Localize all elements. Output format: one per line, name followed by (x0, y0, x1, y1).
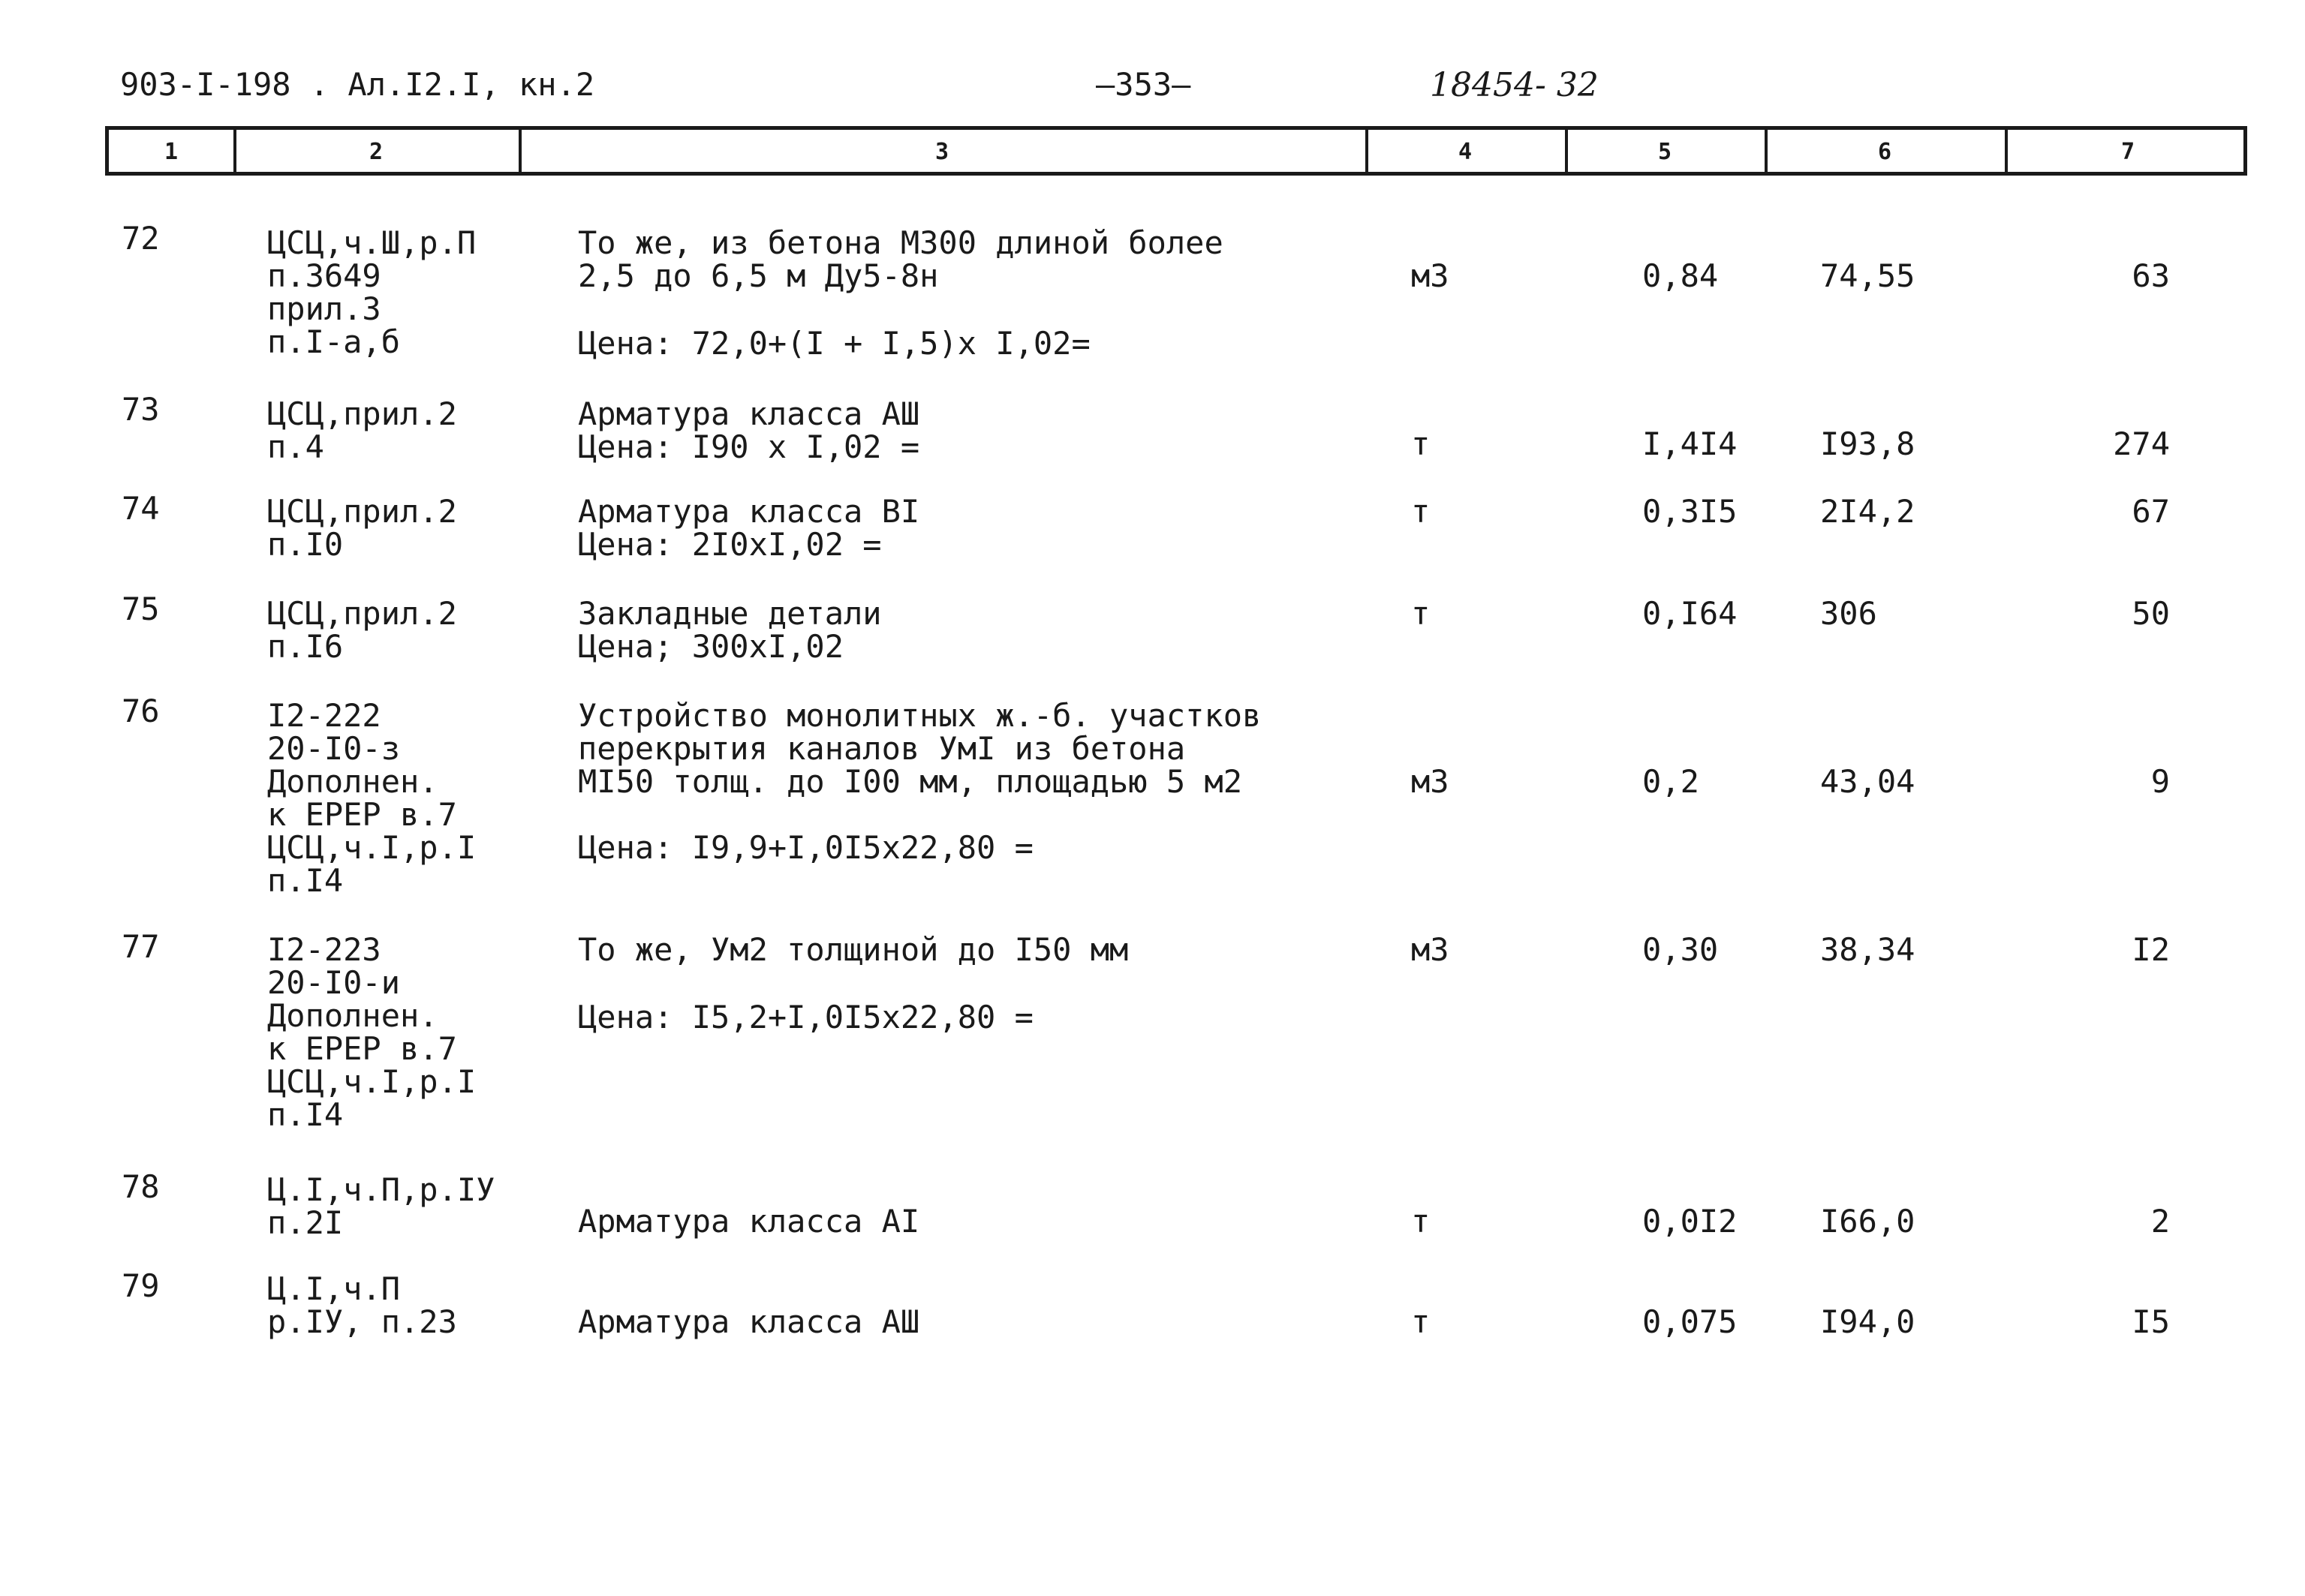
description-line: Арматура класса АШ (578, 395, 920, 432)
column-number: 7 (2120, 139, 2135, 165)
row-number: 73 (122, 391, 160, 428)
row-quantity: 0,0I2 (1642, 1203, 1738, 1240)
row-quantity: 0,30 (1642, 931, 1719, 968)
column-separator (2005, 130, 2008, 172)
row-reference (267, 395, 457, 465)
row-reference (267, 699, 476, 897)
description-line: Арматура класса ВI (578, 493, 920, 530)
row-unit-price: I93,8 (1820, 425, 1915, 462)
row-unit: м3 (1411, 763, 1449, 800)
row-price-formula: Цена: I5,2+I,0I5x22,80 = (578, 999, 1034, 1035)
reference-line: ЦСЦ,прил.2 (267, 395, 457, 432)
row-description (578, 597, 882, 663)
row-unit-price: 38,34 (1820, 931, 1915, 968)
reference-line: п.I6 (267, 628, 344, 665)
row-unit-price: 306 (1820, 595, 1877, 632)
reference-line: I2-223 (267, 931, 381, 968)
column-separator (1565, 130, 1568, 172)
row-unit-price: 74,55 (1820, 257, 1915, 294)
row-quantity: I,4I4 (1642, 425, 1738, 462)
reference-line: к ЕРЕР в.7 (267, 796, 457, 833)
reference-line: I2-222 (267, 697, 381, 734)
reference-line: 20-I0-з (267, 730, 401, 767)
row-reference (267, 1171, 495, 1241)
reference-line: Ц.I,ч.П,р.IУ (267, 1171, 495, 1208)
column-separator (1765, 130, 1768, 172)
row-price-formula: Цена: 72,0+(I + I,5)x I,02= (578, 325, 1091, 362)
row-unit: т (1411, 1203, 1431, 1240)
reference-line: ЦСЦ,прил.2 (267, 493, 457, 530)
reference-line: п.I4 (267, 1096, 344, 1133)
row-unit: т (1411, 1303, 1431, 1340)
row-number: 79 (122, 1267, 160, 1304)
description-line: Закладные детали (578, 595, 882, 632)
reference-line: 20-I0-и (267, 964, 401, 1001)
row-description (578, 224, 1223, 294)
reference-line: ЦСЦ,ч.I,р.I (267, 1063, 477, 1100)
reference-line: прил.3 (267, 290, 381, 327)
row-reference (267, 495, 457, 561)
column-number: 2 (369, 139, 384, 165)
row-unit-price: I66,0 (1820, 1203, 1915, 1240)
column-number: 4 (1458, 139, 1473, 165)
row-reference (267, 933, 476, 1132)
description-line: То же, из бетона М300 длиной более (578, 224, 1223, 261)
row-total: 9 (2150, 763, 2170, 800)
description-line: Арматура класса АI (578, 1203, 920, 1240)
row-number: 72 (122, 220, 160, 257)
row-price-formula: Цена: I9,9+I,0I5x22,80 = (578, 829, 1034, 866)
row-total: 63 (2132, 257, 2170, 294)
row-unit: т (1411, 425, 1431, 462)
document-reference: 903-I-198 . Ал.I2.I, кн.2 (120, 66, 595, 103)
column-number: 3 (934, 139, 949, 165)
reference-line: п.I0 (267, 526, 344, 563)
row-unit-price: 43,04 (1820, 763, 1915, 800)
column-header-row (105, 126, 2247, 176)
reference-line: п.3649 (267, 257, 381, 294)
row-unit-price: 2I4,2 (1820, 493, 1915, 530)
description-line: Устройство монолитных ж.-б. участков (578, 697, 1262, 734)
column-separator (1365, 130, 1368, 172)
row-total: I5 (2132, 1303, 2170, 1340)
description-line: Цена: 2I0xI,02 = (578, 526, 882, 563)
column-separator (233, 130, 236, 172)
reference-line: ЦСЦ,ч.Ш,р.П (267, 224, 477, 261)
column-separator (519, 130, 522, 172)
row-number: 74 (122, 490, 160, 527)
row-total: 67 (2132, 493, 2170, 530)
row-quantity: 0,2 (1642, 763, 1699, 800)
row-reference (267, 224, 477, 360)
row-unit: т (1411, 493, 1431, 530)
reference-line: Дополнен. (267, 997, 438, 1034)
column-number: 6 (1877, 139, 1892, 165)
row-quantity: 0,I64 (1642, 595, 1738, 632)
row-description (578, 1205, 919, 1238)
reference-line: к ЕРЕР в.7 (267, 1030, 457, 1067)
reference-line: р.IУ, п.23 (267, 1303, 457, 1340)
row-description (578, 699, 1261, 798)
reference-line: п.4 (267, 428, 324, 465)
description-line: МI50 толщ. до I00 мм, площадью 5 м2 (578, 763, 1243, 800)
handwritten-reference: 18454- 32 (1430, 66, 1599, 104)
row-unit-price: I94,0 (1820, 1303, 1915, 1340)
row-quantity: 0,3I5 (1642, 493, 1738, 530)
row-number: 75 (122, 591, 160, 627)
description-line: Цена: I90 x I,02 = (578, 428, 920, 465)
reference-line: п.2I (267, 1204, 344, 1241)
row-reference (267, 597, 457, 663)
description-line: 2,5 до 6,5 м Ду5-8н (578, 257, 939, 294)
reference-line: п.I-а,б (267, 323, 401, 360)
reference-line: ЦСЦ,прил.2 (267, 595, 457, 632)
row-description (578, 933, 1128, 966)
row-unit: м3 (1411, 931, 1449, 968)
row-total: 274 (2113, 425, 2170, 462)
row-description (578, 495, 919, 561)
row-number: 77 (122, 928, 160, 965)
reference-line: ЦСЦ,ч.I,р.I (267, 829, 477, 866)
row-number: 78 (122, 1168, 160, 1205)
description-line: Арматура класса АШ (578, 1303, 920, 1340)
row-total: 2 (2150, 1203, 2170, 1240)
description-line: Цена; 300xI,02 (578, 628, 844, 665)
row-reference (267, 1270, 457, 1340)
row-description (578, 1303, 920, 1340)
reference-line: Дополнен. (267, 763, 438, 800)
page-number: —353— (1096, 66, 1191, 103)
row-total: I2 (2132, 931, 2170, 968)
row-total: 50 (2132, 595, 2170, 632)
row-description (578, 395, 920, 465)
row-unit: т (1411, 595, 1431, 632)
description-line: То же, Ум2 толщиной до I50 мм (578, 931, 1129, 968)
reference-line: п.I4 (267, 862, 344, 899)
column-number: 1 (164, 139, 179, 165)
row-number: 76 (122, 693, 160, 729)
row-quantity: 0,075 (1642, 1303, 1738, 1340)
reference-line: Ц.I,ч.П (267, 1270, 401, 1307)
column-number: 5 (1657, 139, 1672, 165)
row-unit: м3 (1411, 257, 1449, 294)
row-quantity: 0,84 (1642, 257, 1719, 294)
description-line: перекрытия каналов УмI из бетона (578, 730, 1186, 767)
